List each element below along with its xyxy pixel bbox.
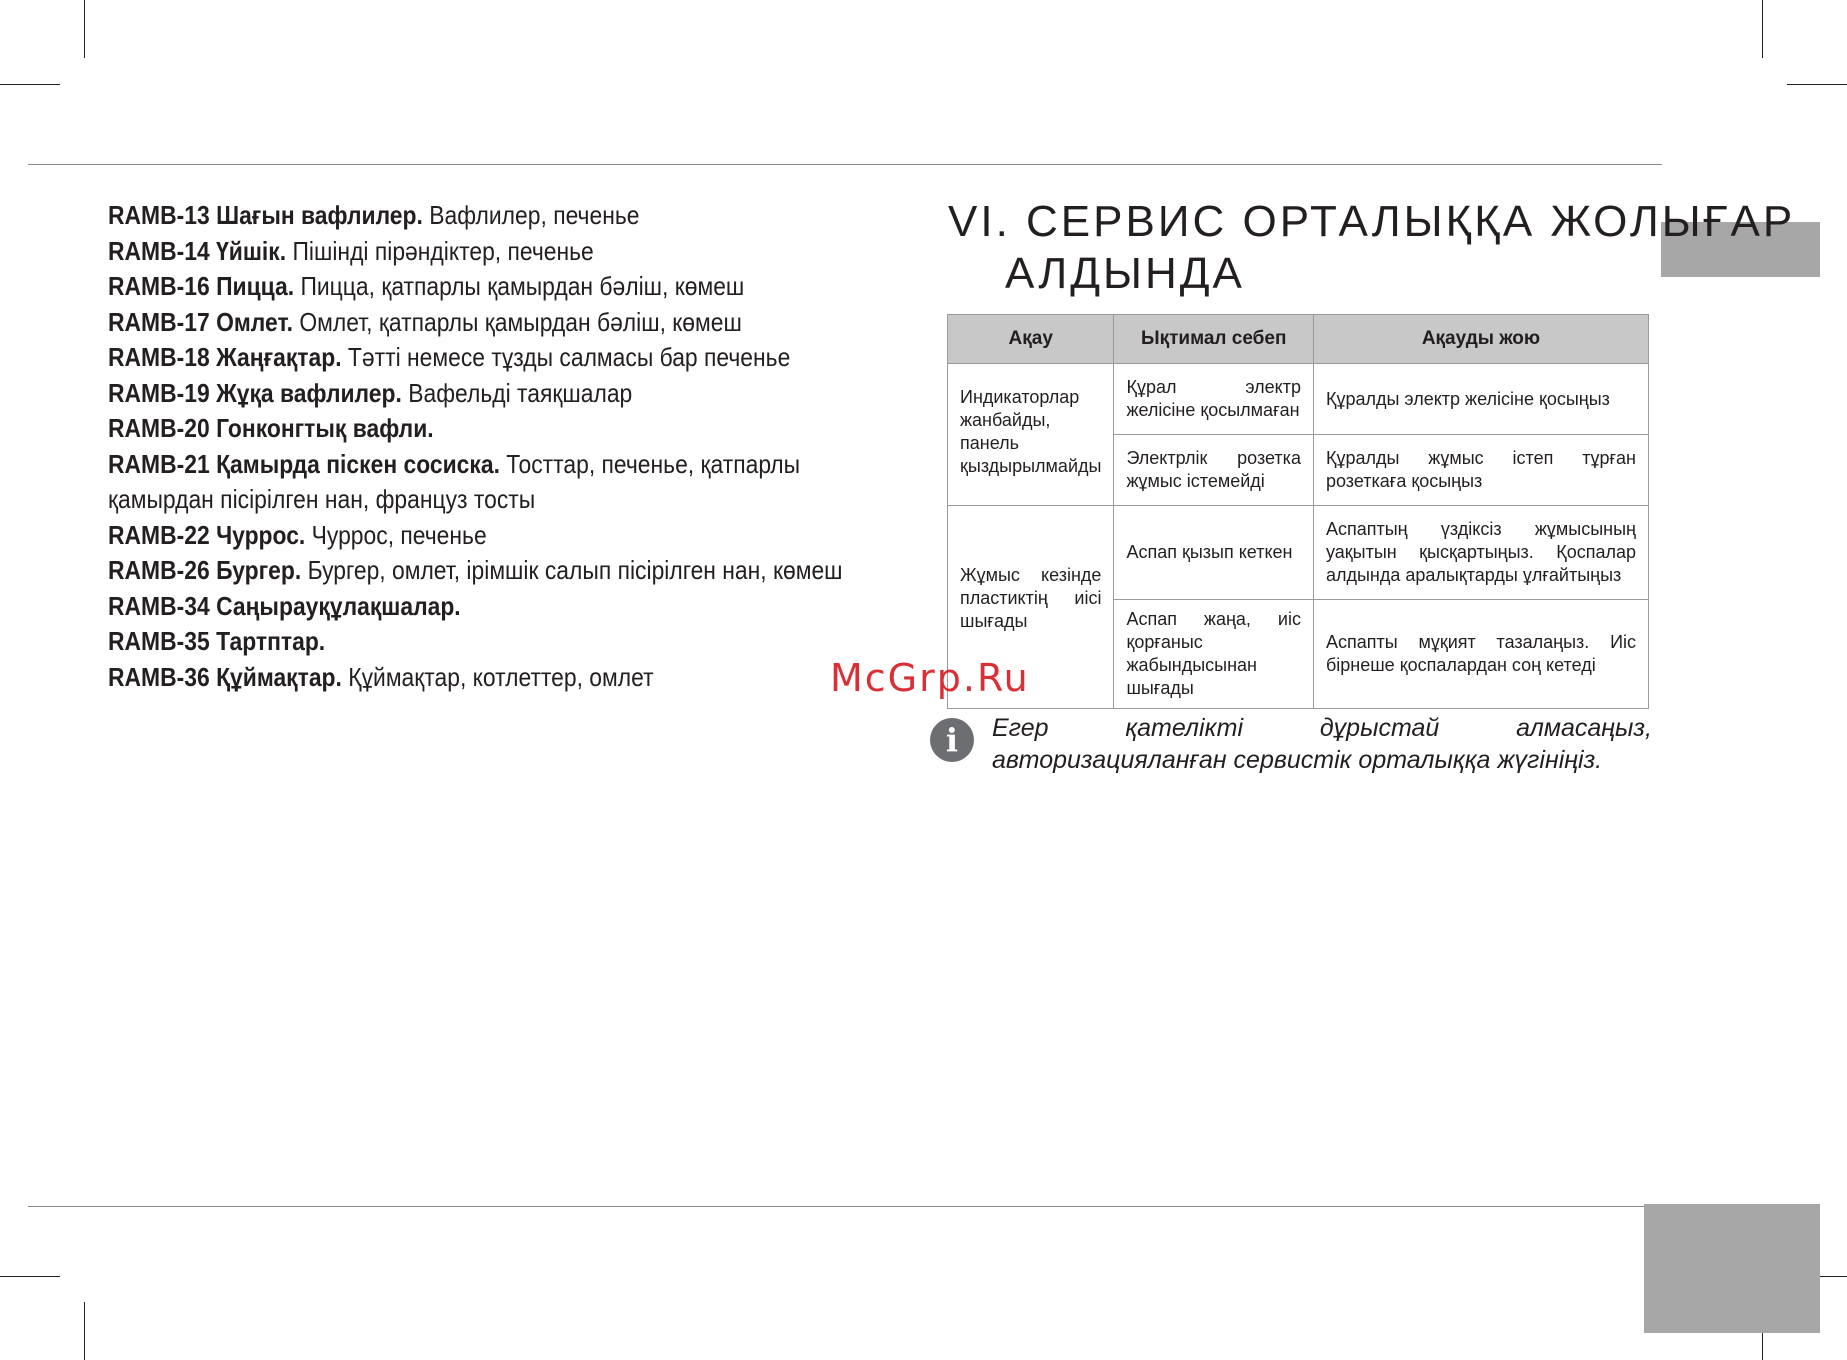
fix-cell: Аспаптың үздіксіз жұмысының уақытын қысқартыңыз. Қоспалар алдында аралықтарды ұлғайтыңыз: [1313, 506, 1648, 600]
program-code: RAMB-18: [108, 342, 210, 372]
program-name: Жаңғақтар.: [216, 342, 342, 372]
fix-cell: Құралды электр желісіне қосыңыз: [1313, 364, 1648, 435]
cause-cell: Аспап жаңа, иіс қорғаныс жабындысынан шығады: [1114, 600, 1314, 709]
program-item: [108, 553, 843, 589]
program-item: [108, 411, 742, 447]
program-name: Гонконгтық вафли.: [216, 413, 434, 443]
watermark: McGrp.Ru: [830, 656, 1030, 700]
crop-mark: [1762, 0, 1763, 58]
program-item: [108, 269, 745, 305]
problem-cell: Жұмыс кезінде пластиктің иісі шығады: [948, 506, 1114, 709]
info-note: Егер қателікті дұрыстай алмасаңыз, авторизацияланған сервистік орталыққа жүгініңіз.: [992, 714, 1652, 774]
crop-mark: [1787, 84, 1847, 85]
table-row: [948, 506, 1649, 600]
program-description: Омлет, қатпарлы қамырдан бәліш, көмеш: [299, 306, 742, 337]
program-code: RAMB-13: [108, 200, 210, 230]
info-icon: i: [930, 718, 974, 762]
program-code: RAMB-19: [108, 377, 210, 408]
program-item: [108, 376, 742, 412]
table-header-row: [948, 315, 1649, 364]
program-description: Вафлилер, печенье: [429, 200, 640, 230]
header-fix: Ақауды жою: [1313, 315, 1648, 364]
crop-mark: [84, 1302, 85, 1360]
section-title-line2: АЛДЫНДА: [1005, 249, 1245, 298]
fix-cell: Құралды жұмыс істеп тұрған розеткаға қосыңыз: [1313, 435, 1648, 506]
program-description: Пішінді пірәндіктер, печенье: [292, 235, 594, 266]
program-name: Пицца.: [216, 271, 295, 301]
page-number-box: [1644, 1204, 1820, 1333]
program-description: Вафельді таяқшалар: [408, 377, 633, 408]
header-cause: Ықтимал себеп: [1114, 315, 1314, 364]
program-item: [108, 589, 742, 625]
program-description: Құймақтар, котлеттер, омлет: [348, 661, 654, 692]
program-code: RAMB-26: [108, 555, 210, 585]
program-code: RAMB-20: [108, 413, 210, 443]
crop-mark: [84, 0, 85, 58]
program-code: RAMB-36: [108, 661, 210, 692]
program-item: [108, 198, 742, 234]
program-code: RAMB-21: [108, 448, 210, 479]
program-name: Қамырда піскен сосиска.: [216, 448, 500, 479]
program-code: RAMB-14: [108, 235, 210, 266]
program-name: Бургер.: [216, 555, 302, 585]
program-description: Бургер, омлет, ірімшік салып пісірілген нан, көмеш: [307, 555, 843, 585]
program-name: Шағын вафлилер.: [216, 200, 423, 230]
cause-cell: Құрал электр желісіне қосылмаған: [1114, 364, 1314, 435]
troubleshooting-table: [947, 314, 1649, 709]
program-list: [108, 198, 843, 695]
section-title-line1: VI. СЕРВИС ОРТАЛЫҚҚА ЖОЛЫҒАР: [948, 197, 1796, 246]
crop-mark: [0, 84, 60, 85]
program-name: Құймақтар.: [216, 661, 342, 692]
bottom-rule: [28, 1206, 1662, 1207]
header-problem: Ақау: [948, 315, 1114, 364]
program-item: [108, 305, 742, 341]
program-name: Саңырауқұлақшалар.: [216, 590, 461, 621]
program-name: Омлет.: [216, 306, 294, 337]
program-item: [108, 660, 742, 696]
program-description: Тәтті немесе тұзды салмасы бар печенье: [347, 342, 791, 372]
program-code: RAMB-16: [108, 271, 210, 301]
table-row: [948, 364, 1649, 435]
top-rule: [28, 164, 1662, 165]
program-code: RAMB-35: [108, 626, 210, 656]
fix-cell: Аспапты мұқият тазалаңыз. Иіс бірнеше қоспалардан соң кетеді: [1313, 600, 1648, 709]
problem-cell: Индикаторлар жанбайды, панель қыздырылмайды: [948, 364, 1114, 506]
program-item: [108, 624, 742, 660]
program-description: Чуррос, печенье: [311, 519, 487, 550]
cause-cell: Аспап қызып кеткен: [1114, 506, 1314, 600]
program-item: [108, 234, 742, 270]
program-name: Үйшік.: [216, 235, 287, 266]
program-name: Тартптар.: [216, 626, 326, 656]
program-item: [108, 340, 791, 376]
program-item: [108, 447, 801, 518]
program-name: Чуррос.: [216, 519, 306, 550]
crop-mark: [0, 1276, 60, 1277]
program-name: Жұқа вафлилер.: [216, 377, 402, 408]
program-description: Пицца, қатпарлы қамырдан бәліш, көмеш: [300, 271, 745, 301]
program-description-continued: қамырдан пісірілген нан, француз тосты: [108, 484, 536, 514]
program-code: RAMB-22: [108, 519, 210, 550]
program-description: Тосттар, печенье, қатпарлы: [506, 448, 801, 479]
program-code: RAMB-34: [108, 590, 210, 621]
cause-cell: Электрлік розетка жұмыс істемейді: [1114, 435, 1314, 506]
program-item: [108, 518, 742, 554]
section-title: [948, 196, 1795, 300]
program-code: RAMB-17: [108, 306, 210, 337]
